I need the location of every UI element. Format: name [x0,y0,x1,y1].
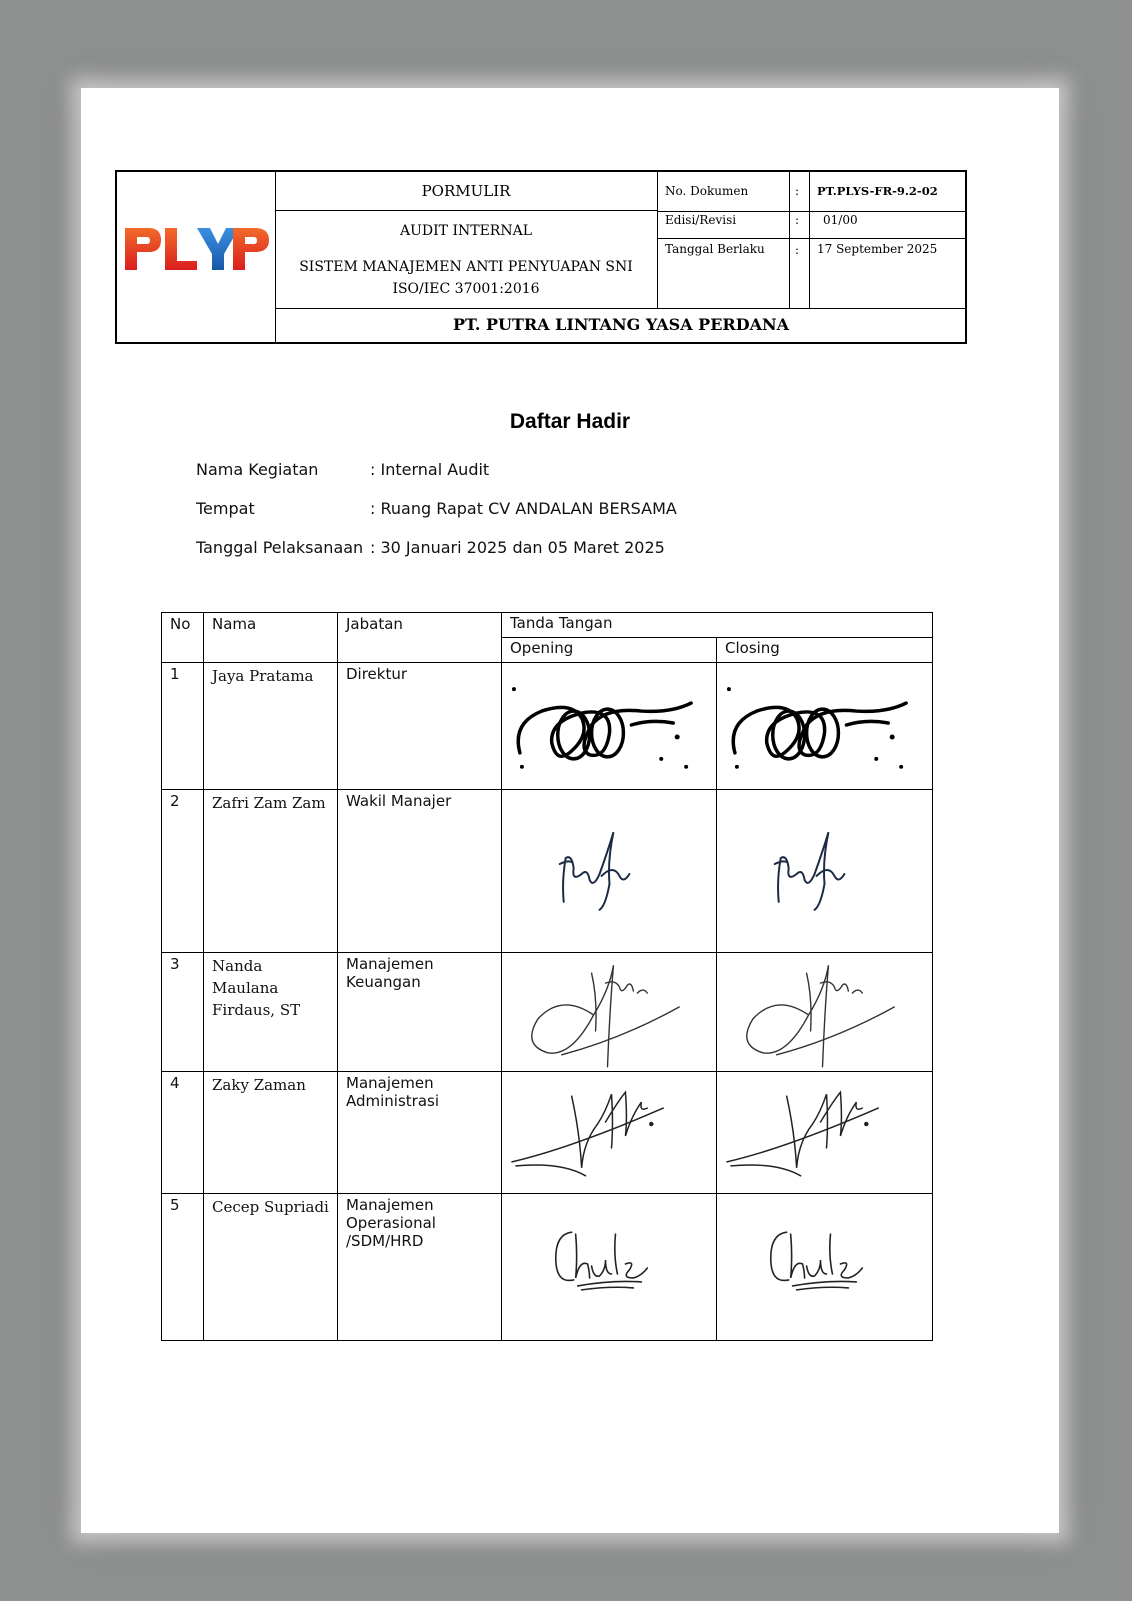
form-header [115,170,967,344]
signature-image [717,663,932,789]
plyp-logo [123,220,271,276]
form-title: AUDIT INTERNAL [400,223,532,239]
signature-image [717,1194,932,1340]
info-label: Tanggal Pelaksanaan [196,538,364,557]
header-tanda-tangan: Tanda Tangan [502,613,933,638]
document-title: Daftar Hadir [509,410,631,433]
meta-sep: : [795,184,800,198]
header-no: No [162,613,204,663]
signature-closing [717,663,933,790]
signature-image [502,663,716,789]
signature-closing [717,1194,933,1341]
row-nama: Zafri Zam Zam [204,790,338,953]
form-label: PORMULIR [421,182,511,200]
meta-value: PT.PLYS-FR-9.2-02 [817,184,938,198]
table-row [162,1194,933,1341]
signature-image [717,953,932,1071]
header-opening: Opening [502,638,717,663]
header-closing: Closing [717,638,933,663]
signature-image [502,1194,716,1340]
row-nama: Zaky Zaman [204,1072,338,1194]
row-nama: Cecep Supriadi [204,1194,338,1341]
company-name: PT. PUTRA LINTANG YASA PERDANA [452,315,790,334]
signature-image [502,790,716,952]
meta-value: 17 September 2025 [817,242,938,256]
table-row [162,953,933,1072]
meta-sep: : [795,213,800,227]
row-nama: Jaya Pratama [204,663,338,790]
meta-value: 01/00 [823,213,858,227]
table-header-row [162,613,933,638]
signature-opening [502,1194,717,1341]
form-subtitle: SISTEM MANAJEMEN ANTI PENYUAPAN SNI ISO/IEC 37001:2016 [299,259,633,297]
signature-image [502,1072,716,1193]
meta-label: No. Dokumen [665,184,749,198]
table-row [162,790,933,953]
signature-closing [717,953,933,1072]
row-jabatan: Wakil Manajer [338,790,502,953]
signature-opening [502,1072,717,1194]
table-row [162,1072,933,1194]
row-no: 5 [162,1194,204,1341]
info-value: : 30 Januari 2025 dan 05 Maret 2025 [370,538,665,557]
meta-label: Edisi/Revisi [665,213,737,227]
signature-image [717,790,932,952]
signature-closing [717,790,933,953]
signature-opening [502,790,717,953]
row-jabatan: Manajemen Administrasi [338,1072,502,1194]
row-jabatan: Direktur [338,663,502,790]
row-jabatan: Manajemen Keuangan [338,953,502,1072]
row-nama: Nanda Maulana Firdaus, ST [204,953,338,1072]
meta-label: Tanggal Berlaku [665,242,765,256]
info-value: : Ruang Rapat CV ANDALAN BERSAMA [370,499,677,518]
row-no: 1 [162,663,204,790]
signature-opening [502,663,717,790]
table-row [162,663,933,790]
header-nama: Nama [204,613,338,663]
info-label: Tempat [196,499,255,518]
row-no: 4 [162,1072,204,1194]
document-page [81,88,1059,1533]
meta-sep: : [795,243,800,257]
row-jabatan: Manajemen Operasional /SDM/HRD [338,1194,502,1341]
info-label: Nama Kegiatan [196,460,319,479]
header-jabatan: Jabatan [338,613,502,663]
signature-opening [502,953,717,1072]
signature-closing [717,1072,933,1194]
attendance-table [161,612,933,1341]
row-no: 3 [162,953,204,1072]
signature-image [717,1072,932,1193]
info-value: : Internal Audit [370,460,490,479]
row-no: 2 [162,790,204,953]
signature-image [502,953,716,1071]
